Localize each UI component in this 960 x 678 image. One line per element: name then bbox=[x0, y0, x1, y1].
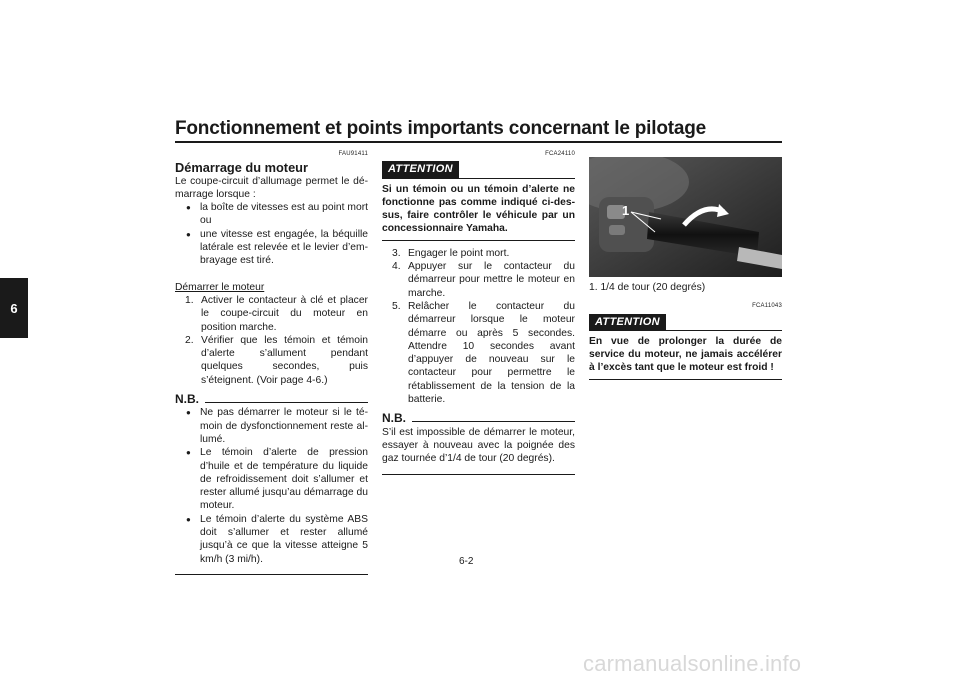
attention-heading bbox=[589, 314, 782, 331]
footer-watermark: carmanualsonline.info bbox=[583, 651, 802, 676]
note-label: N.B. bbox=[175, 392, 199, 407]
handlebar-illustration bbox=[589, 157, 782, 277]
steps-list bbox=[175, 294, 368, 387]
attention-code: FCA24110 bbox=[545, 151, 575, 157]
attention-rule bbox=[666, 330, 782, 331]
conditions-list bbox=[175, 201, 368, 267]
step-text: Activer le contacteur à clé et placer le coupe-circuit du moteur en position marche. bbox=[201, 294, 368, 333]
step-number: 3. bbox=[392, 247, 401, 259]
handlebar-photo bbox=[589, 157, 782, 277]
page-title: Fonctionnement et points importants concernant le pilotage bbox=[175, 118, 706, 139]
note-rule bbox=[412, 421, 575, 422]
list-item: ● une vitesse est engagée, la béquille latérale est relevée et le levier d’embrayage est tiré. bbox=[186, 228, 368, 268]
note-rule bbox=[205, 402, 368, 403]
middle-column bbox=[382, 148, 575, 475]
chapter-tab: 6 bbox=[0, 278, 28, 338]
note-end-rule bbox=[175, 574, 368, 575]
steps-list bbox=[382, 247, 575, 407]
subheading bbox=[175, 281, 368, 294]
step-text: Relâcher le contacteur du démarreur lorsque le moteur démarre ou après 5 secondes. Attendre 10 secondes avant d’appuyer de nouveau sur le contacteur pour permettre le rétablissement de la tension de la batterie. bbox=[408, 300, 575, 406]
title-rule bbox=[175, 141, 782, 143]
step-number: 1. bbox=[185, 294, 194, 306]
list-item: ● Le témoin d’alerte du système ABS doit s’allumer et rester allumé jusqu’à ce que la vitesse atteigne 5 km/h (3 mi/h). bbox=[186, 513, 368, 566]
right-column bbox=[589, 281, 782, 380]
list-item: ● Le témoin d’alerte de pression d’huile et de température du liquide de refroidissement doit s’allumer et rester allumé jusqu’au démarrage du moteur. bbox=[186, 446, 368, 512]
list-item: ● Ne pas démarrer le moteur si le témoin de dysfonctionnement reste allumé. bbox=[186, 406, 368, 446]
step-text: Engager le point mort. bbox=[408, 247, 510, 259]
photo-caption: 1. 1/4 de tour (20 degrés) bbox=[589, 282, 706, 293]
step-number: 2. bbox=[185, 334, 194, 346]
list-item bbox=[392, 300, 575, 406]
list-item: ● la boîte de vitesses est au point mort ou bbox=[186, 201, 368, 228]
attention-label: ATTENTION bbox=[382, 161, 459, 178]
note-list bbox=[175, 406, 368, 566]
note-end-rule bbox=[382, 474, 575, 475]
page-number: 6-2 bbox=[459, 556, 474, 567]
photo-callout: 1 bbox=[622, 203, 630, 218]
attention-text: En vue de prolonger la durée de service du moteur, ne jamais accélérer à l’excès tant que le moteur est froid ! bbox=[589, 335, 782, 374]
attention-code: FCA11043 bbox=[752, 303, 782, 310]
list-item bbox=[185, 294, 368, 334]
note-heading bbox=[382, 412, 575, 425]
step-number: 4. bbox=[392, 261, 401, 273]
note-label: N.B. bbox=[382, 411, 406, 426]
note-heading bbox=[175, 393, 368, 406]
attention-heading bbox=[382, 161, 575, 178]
step-number: 5. bbox=[392, 300, 401, 312]
subheading-text: Démarrer le moteur bbox=[175, 281, 265, 293]
left-column bbox=[175, 148, 368, 575]
step-text: Appuyer sur le contacteur du démarreur pour mettre le moteur en marche. bbox=[408, 261, 575, 299]
list-item bbox=[185, 334, 368, 387]
attention-end-rule bbox=[382, 240, 575, 241]
attention-rule bbox=[459, 178, 575, 179]
section-code: FAU91411 bbox=[338, 151, 368, 157]
section-heading: Démarrage du moteur bbox=[175, 160, 308, 176]
step-text: Vérifier que les témoin et témoin d’alerte s’allument pendant quelques secondes, puis s’éteignent. (Voir page 4-6.) bbox=[201, 334, 368, 386]
attention-text: Si un témoin ou un témoin d’alerte ne fonctionne pas comme indiqué ci-dessus, faire contrôler le véhicule par un concessionnaire Yamaha. bbox=[382, 183, 575, 235]
note-text: S’il est impossible de démarrer le moteur, essayer à nouveau avec la poignée des gaz tournée d’1/4 de tour (20 degrés). bbox=[382, 426, 575, 465]
attention-end-rule bbox=[589, 379, 782, 380]
attention-label: ATTENTION bbox=[589, 314, 666, 331]
intro-text: Le coupe-circuit d’allumage permet le démarrage lorsque : bbox=[175, 175, 368, 200]
list-item bbox=[392, 247, 575, 260]
list-item bbox=[392, 260, 575, 300]
